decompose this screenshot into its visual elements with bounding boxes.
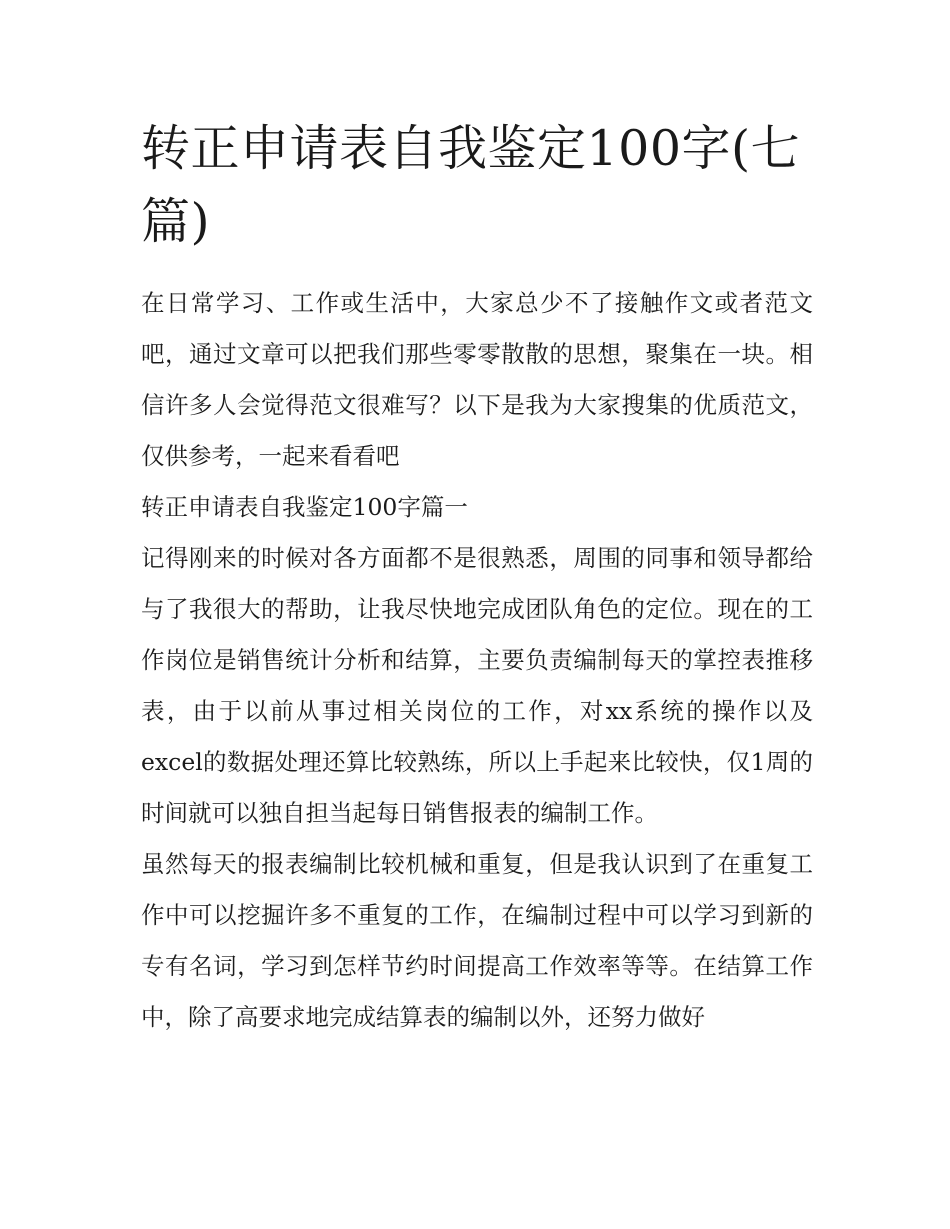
- section-heading: 转正申请表自我鉴定100字篇一: [141, 493, 468, 521]
- document-title: 转正申请表自我鉴定100字(七篇): [141, 120, 801, 250]
- body-paragraph-2: 虽然每天的报表编制比较机械和重复，但是我认识到了在重复工作中可以挖掘许多不重复的工作，在编制过程中可以学习到新的专有名词，学习到怎样节约时间提高工作效率等等。在结算工作中，除了高要求地完成结算表的编制以外，还努力做好: [141, 850, 813, 1031]
- document-page: [141, 112, 813, 1043]
- intro-paragraph: 在日常学习、工作或生活中，大家总少不了接触作文或者范文吧，通过文章可以把我们那些零零散散的思想，聚集在一块。相信许多人会觉得范文很难写？以下是我为大家搜集的优质范文，仅供参考，一起来看看吧: [141, 289, 813, 470]
- body-paragraph-1: 记得刚来的时候对各方面都不是很熟悉，周围的同事和领导都给与了我很大的帮助，让我尽快地完成团队角色的定位。现在的工作岗位是销售统计分析和结算，主要负责编制每天的掌控表推移表，由于以前从事过相关岗位的工作，对xx系统的操作以及excel的数据处理还算比较熟练，所以上手起来比较快，仅1周的时间就可以独自担当起每日销售报表的编制工作。: [141, 544, 813, 827]
